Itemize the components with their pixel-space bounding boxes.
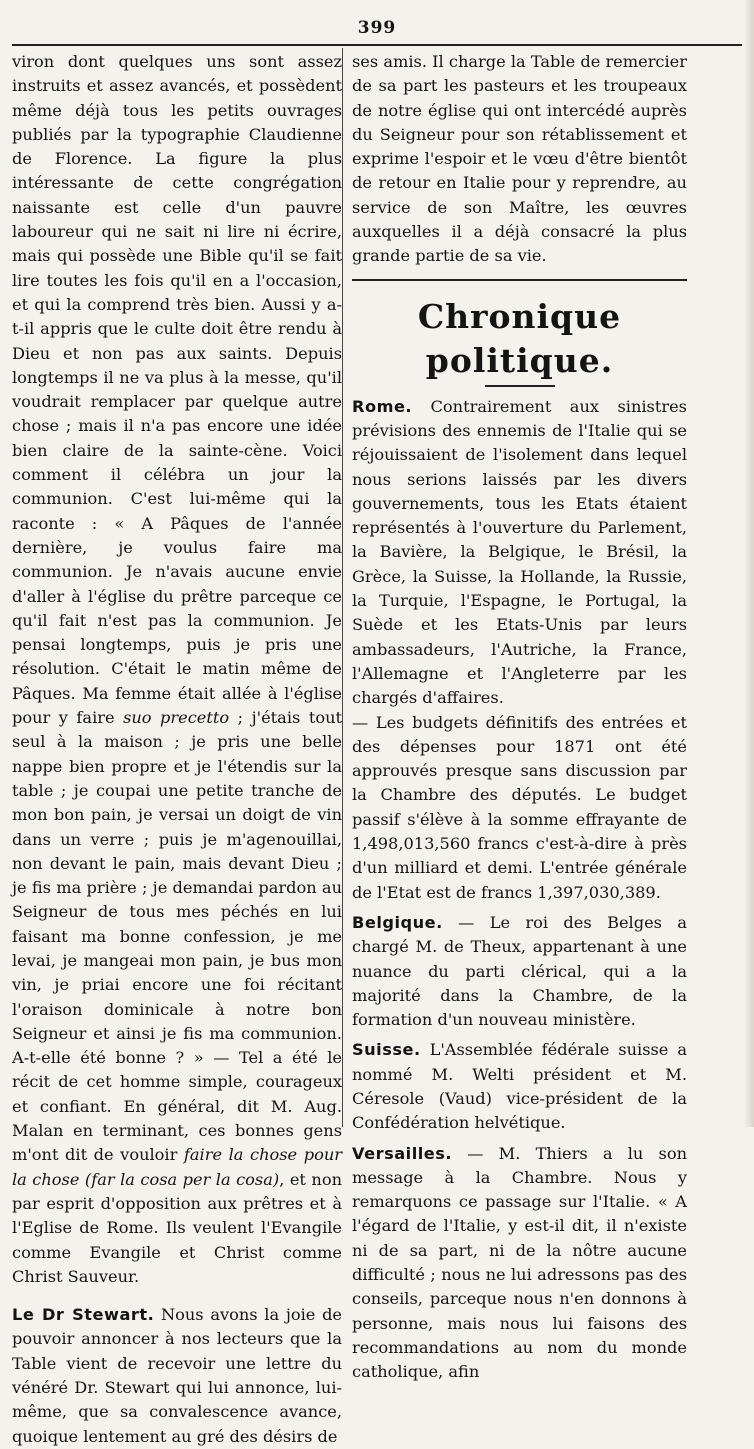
article-text-cont: ; j'étais tout seul à la maison ; je pris une belle nappe bien propre et je l'étendis sur la table ; je coupai une petite tranche de mon bon pain, je versai un doigt de vin dans un verre ; puis je m'agenouillai, non devant le pain, mais devant Dieu ; je fis ma prière ; je demandai pardon au Seigneur de tous mes péchés en lui faisant ma bonne confession, je me levai, je mangeai mon pain, je bus mon vin, je priai encore une foi récitant l'oraison dominicale à notre bon Seigneur et ainsi je fis ma communion. A-t-elle été bonne ? » — Tel a été le récit de cet homme simple, courageux et confiant. En général, dit M. Aug. Malan en terminant, ces bonnes gens m'ont dit de vouloir	[12, 708, 342, 1165]
column-divider	[342, 48, 343, 1127]
belgique-paragraph	[352, 911, 687, 1032]
belgique-heading: Belgique.	[352, 912, 443, 932]
article-paragraph	[12, 50, 342, 1289]
right-column	[352, 50, 687, 1385]
stewart-heading: Le Dr Stewart.	[12, 1305, 155, 1325]
section-title: Chronique politique.	[417, 296, 622, 380]
article-text-end: , et non par esprit d'opposition aux prêtres et à l'Eglise de Rome. Ils veulent l'Evangile comme Evangile et Christ comme Christ Sauveur.	[12, 1169, 342, 1286]
versailles-paragraph	[352, 1142, 687, 1385]
stewart-paragraph	[12, 1303, 342, 1449]
article-text: viron dont quelques uns sont assez instruits et assez avancés, et possèdent même déjà tous les petits ouvrages publiés par la typographie Claudienne de Florence. La figure la plus intéressante de cette congrégation naissante est celle d'un pauvre laboureur qui ne sait ni lire ni écrire, mais qui possède une Bible qu'il se fait lire toutes les fois qu'il en a l'occasion, et qui la comprend très bien. Aussi y a-t-il appris que le culte doit être rendu à Dieu et non pas aux saints. Depuis longtemps il ne va plus à la messe, qu'il voudrait remplacer par quelque autre chose ; mais il n'a pas encore une idée bien claire de la sainte-cène. Voici comment il célébra un jour la communion. C'est lui-même qui la raconte : « A Pâques de l'année dernière, je voulus faire ma communion. Je n'avais aucune envie d'aller à l'église du prêtre parceque ce qu'il fait n'est pas la communion. Je pensai longtemps, puis je pris une résolution. C'était le matin même de Pâques. Ma femme était allée à l'église pour y faire	[12, 52, 342, 728]
versailles-text: — M. Thiers a lu son message à la Chambre. Nous y remarquons ce passage sur l'Italie. « A l'égard de l'Italie, y est-il dit, il n'existe ni de sa part, ni de la nôtre aucune difficulté ; nous ne lui adressons pas des conseils, parceque nous n'en donnons à personne, mais nous lui faisons des recommandations au nom du monde catholique, afin	[352, 1143, 687, 1382]
page-edge	[744, 0, 754, 1127]
section-rule	[352, 279, 687, 281]
rome-heading: Rome.	[352, 396, 413, 416]
italic-phrase-2: faire la chose pour la chose (far la cosa per la cosa)	[12, 1145, 342, 1189]
versailles-heading: Versailles.	[352, 1143, 453, 1163]
rome-text: Contrairement aux sinistres prévisions des ennemis de l'Italie qui se réjouissaient de l'isolement dans lequel nous serions laissés par les divers gouvernements, tous les Etats étaient représentés à l'ouverture du Parlement, la Bavière, la Belgique, le Brésil, la Grèce, la Suisse, la Hollande, la Russie, la Turquie, l'Espagne, le Portugal, la Suède et les Etats-Unis par leurs ambassadeurs, l'Autriche, la France, l'Allemagne et l'Angleterre par les chargés d'affaires.	[352, 396, 687, 708]
stewart-text: Nous avons la joie de pouvoir annoncer à nos lecteurs que la Table vient de recevoir une lettre du vénéré Dr. Stewart qui lui annonce, lui-même, que sa convalescence avance, quoique lentement au gré des désirs de	[12, 1305, 343, 1446]
italic-phrase: suo precetto	[123, 708, 230, 728]
title-underline	[485, 385, 555, 387]
suisse-heading: Suisse.	[352, 1040, 421, 1060]
budget-paragraph: — Les budgets définitifs des entrées et des dépenses pour 1871 ont été approuvés presque sans discussion par la Chambre des députés. Le budget passif s'élève à la somme effrayante de 1,498,013,560 francs c'est-à-dire à près d'un milliard et demi. L'entrée générale de l'Etat est de francs 1,397,030,389.	[352, 712, 687, 902]
page-number: 399	[357, 18, 397, 38]
rome-paragraph	[352, 395, 687, 711]
stewart-continuation: ses amis. Il charge la Table de remercier de sa part les pasteurs et les troupeaux de notre église qui ont intercédé auprès du Seigneur pour son rétablissement et exprime l'espoir et le vœu d'être bientôt de retour en Italie pour y reprendre, au service de son Maître, les œuvres auxquelles il a déjà consacré la plus grande partie de sa vie.	[352, 52, 687, 266]
suisse-text: L'Assemblée fédérale suisse a nommé M. Welti président et M. Céresole (Vaud) vice-président de la Confédération helvétique.	[352, 1040, 687, 1133]
belgique-text: — Le roi des Belges a chargé M. de Theux, appartenant à une nuance du parti clérical, qui a la majorité dans la Chambre, de la formation d'un nouveau ministère.	[352, 912, 687, 1030]
left-column	[12, 50, 342, 1449]
suisse-paragraph	[352, 1038, 687, 1135]
header-rule	[12, 44, 742, 46]
